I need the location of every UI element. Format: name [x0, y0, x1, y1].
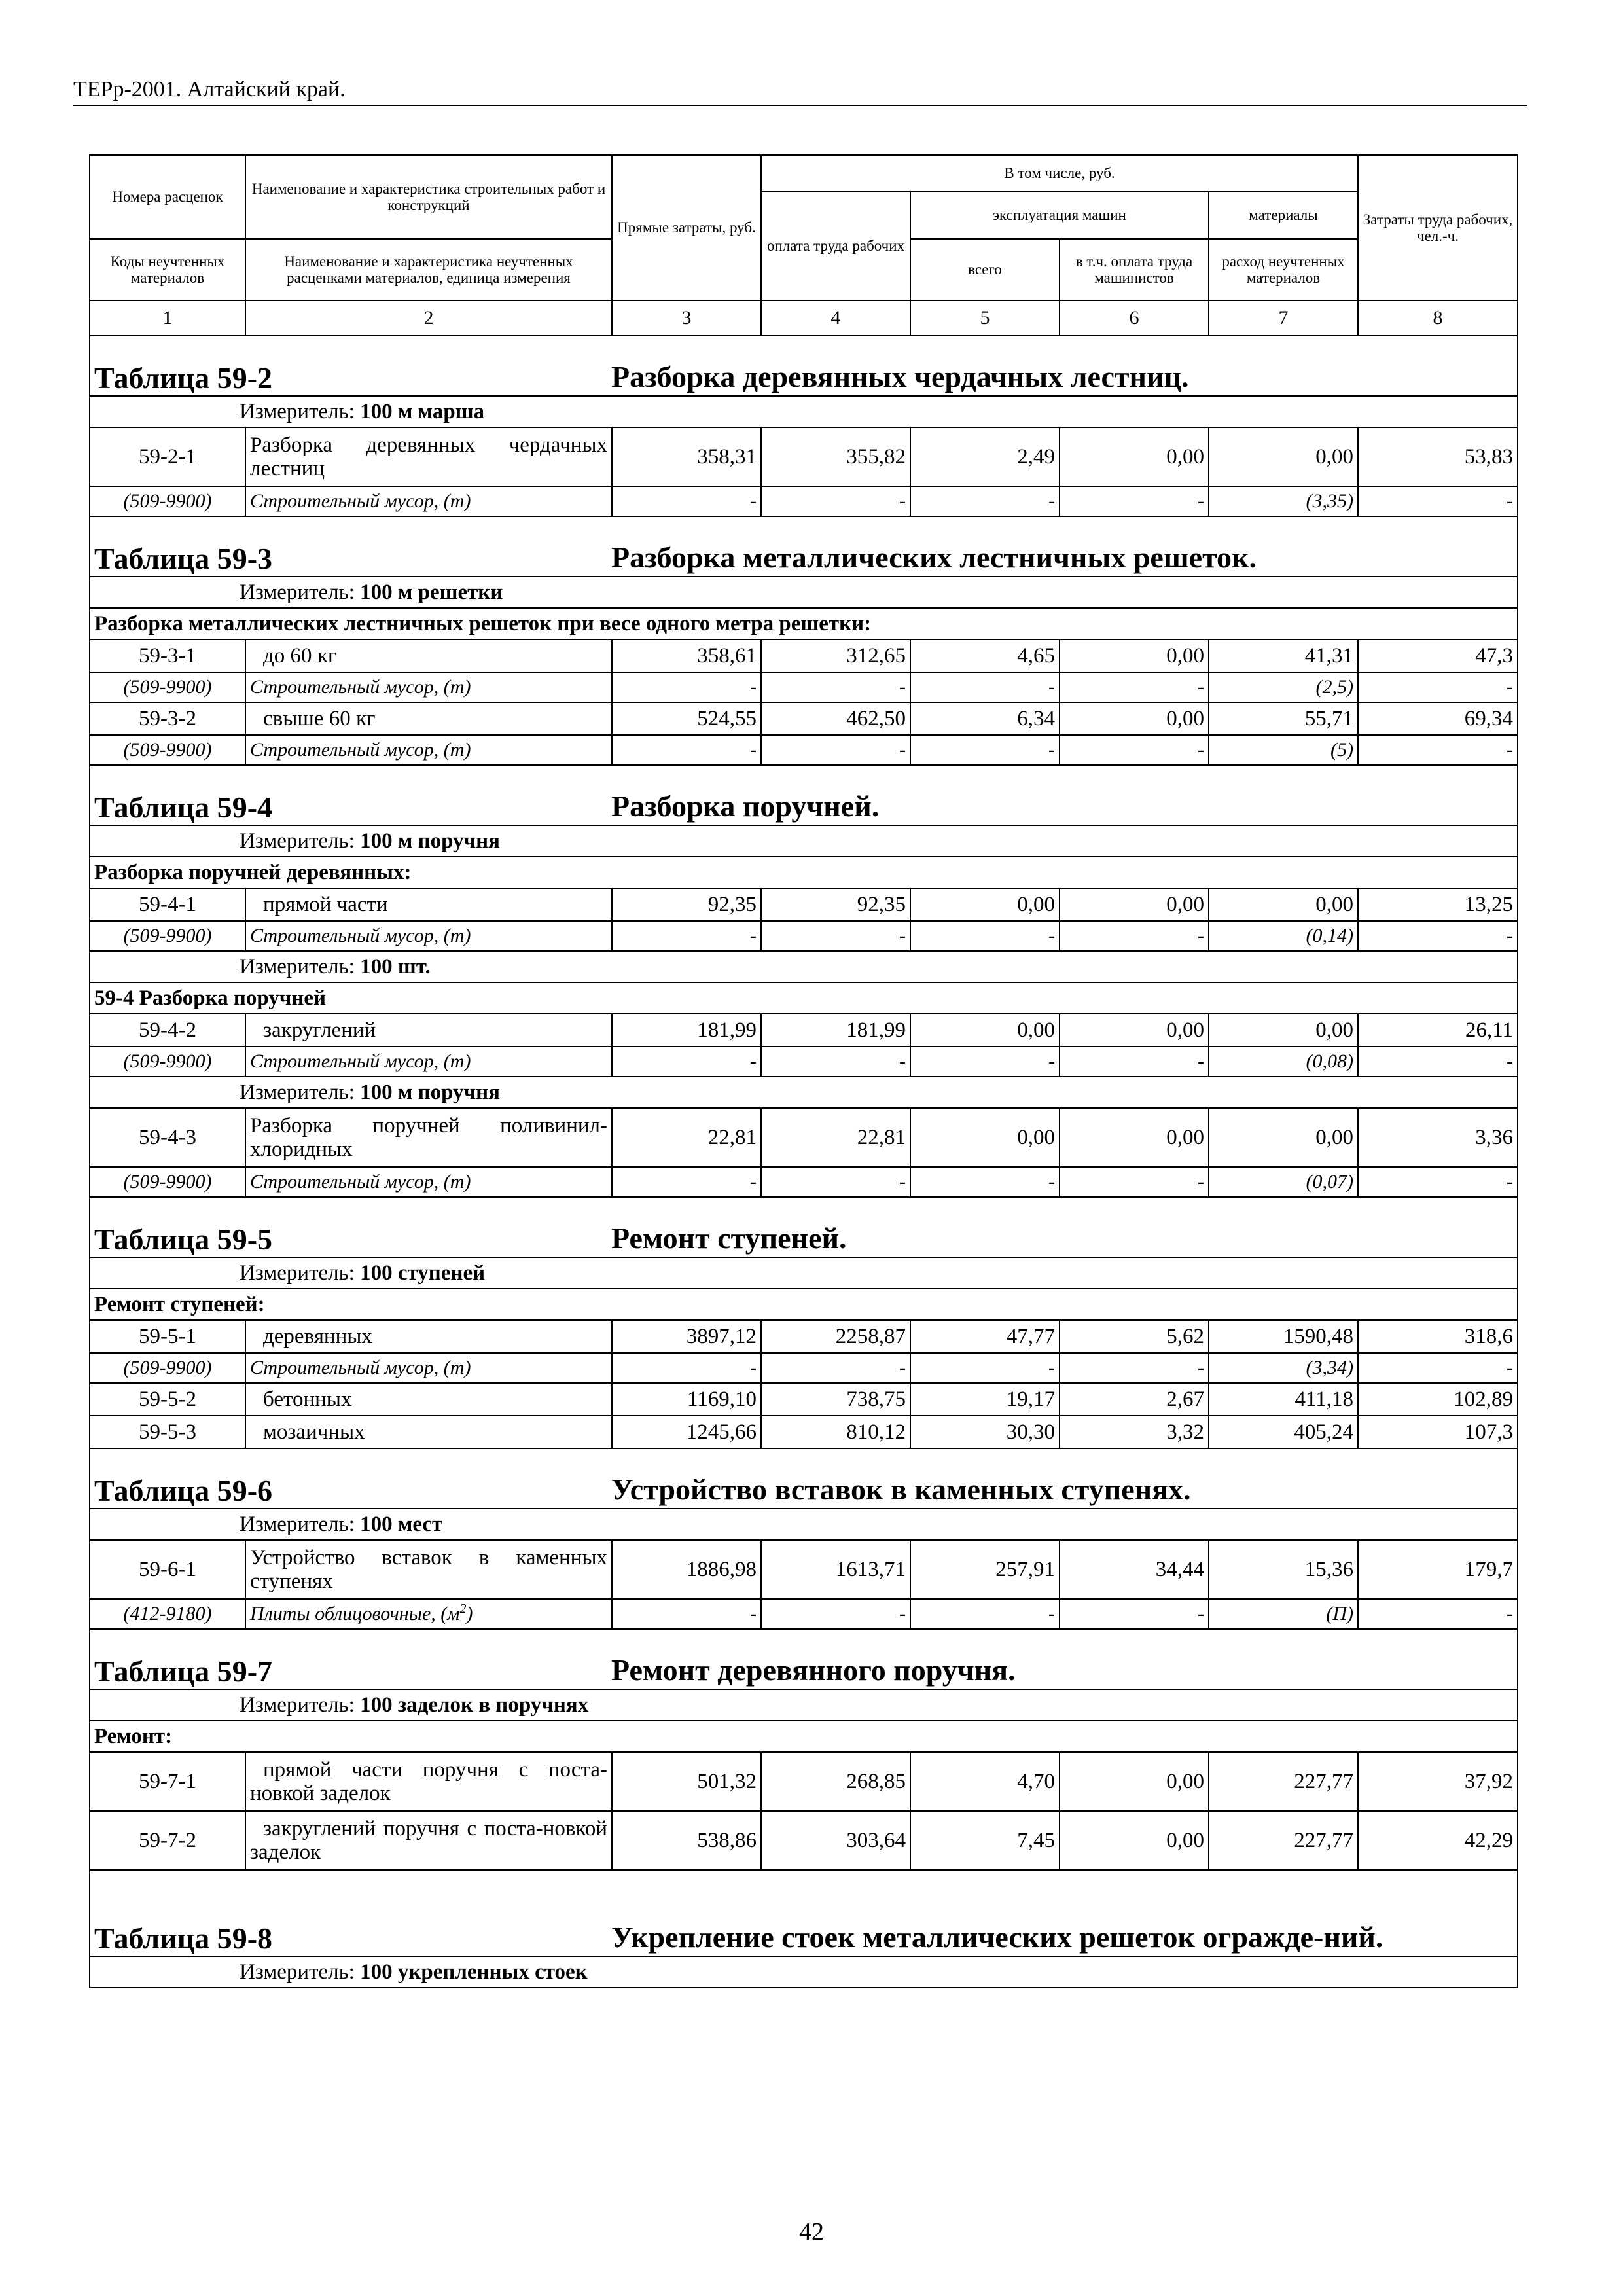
- labor-costs: -: [1358, 1047, 1518, 1077]
- material-consumption: (3,34): [1209, 1353, 1358, 1383]
- worker-pay: -: [761, 1353, 910, 1383]
- section-number: Таблица 59-5: [94, 1223, 273, 1256]
- measure-label: Измеритель:: [240, 954, 355, 978]
- rate-code: 59-5-3: [90, 1416, 245, 1448]
- worker-pay: 92,35: [761, 888, 910, 921]
- column-number: 6: [1060, 300, 1209, 336]
- labor-costs: -: [1358, 735, 1518, 765]
- worker-pay: 462,50: [761, 702, 910, 735]
- header-material-codes: Коды неучтенных материалов: [90, 239, 245, 300]
- section-name: Разборка металлических лестничных решеток.: [611, 541, 1257, 574]
- section-number: Таблица 59-8: [94, 1922, 273, 1955]
- material-name: Строительный мусор, (т): [245, 921, 612, 951]
- rate-name: до 60 кг: [263, 643, 337, 668]
- labor-costs: 13,25: [1358, 888, 1518, 921]
- measure-label: Измеритель:: [240, 1512, 355, 1536]
- rate-name: закруглений: [263, 1018, 376, 1042]
- table-row: [90, 1752, 1518, 1811]
- header-rule: [73, 105, 1527, 106]
- worker-pay: 1613,71: [761, 1540, 910, 1599]
- machines-total: -: [910, 1047, 1060, 1077]
- materials: 41,31: [1209, 639, 1358, 672]
- group-title: Разборка поручней деревянных:: [90, 857, 1518, 888]
- rate-code: 59-3-2: [90, 702, 245, 735]
- worker-pay: -: [761, 672, 910, 702]
- group-row: [90, 982, 1518, 1014]
- material-consumption: (3,35): [1209, 486, 1358, 516]
- header-work-name: Наименование и характеристика строительных работ и конструкций: [245, 155, 612, 239]
- direct-costs: 1245,66: [612, 1416, 761, 1448]
- section-name: Устройство вставок в каменных ступенях.: [611, 1473, 1191, 1506]
- labor-costs: 37,92: [1358, 1752, 1518, 1811]
- section-number: Таблица 59-3: [94, 542, 273, 575]
- column-number: 5: [910, 300, 1060, 336]
- machines-total: -: [910, 1599, 1060, 1629]
- machines-total: 7,45: [910, 1811, 1060, 1870]
- column-number: 7: [1209, 300, 1358, 336]
- section-title-row: [90, 1197, 1518, 1257]
- column-number: 8: [1358, 300, 1518, 336]
- machinist-pay: 3,32: [1060, 1416, 1209, 1448]
- material-name-text: Плиты облицовочные, (м: [250, 1603, 460, 1624]
- machines-total: 47,77: [910, 1320, 1060, 1353]
- measure-row: [90, 1689, 1518, 1721]
- material-consumption: (0,08): [1209, 1047, 1358, 1077]
- worker-pay: 312,65: [761, 639, 910, 672]
- table-row: [90, 702, 1518, 735]
- machinist-pay: 0,00: [1060, 1752, 1209, 1811]
- direct-costs: 3897,12: [612, 1320, 761, 1353]
- materials: 411,18: [1209, 1383, 1358, 1416]
- materials: 1590,48: [1209, 1320, 1358, 1353]
- machinist-pay: 0,00: [1060, 1108, 1209, 1167]
- labor-costs: 3,36: [1358, 1108, 1518, 1167]
- rate-code: 59-7-2: [90, 1811, 245, 1870]
- labor-costs: 318,6: [1358, 1320, 1518, 1353]
- measure-row: [90, 396, 1518, 427]
- direct-costs: -: [612, 486, 761, 516]
- material-row: [90, 735, 1518, 765]
- machinist-pay: 0,00: [1060, 1811, 1209, 1870]
- materials: 0,00: [1209, 1108, 1358, 1167]
- header-materials: материалы: [1209, 192, 1358, 239]
- table-row: [90, 639, 1518, 672]
- worker-pay: 355,82: [761, 427, 910, 486]
- machinist-pay: 0,00: [1060, 639, 1209, 672]
- table-row: [90, 1108, 1518, 1167]
- measure-label: Измеритель:: [240, 1960, 355, 1984]
- worker-pay: -: [761, 1167, 910, 1197]
- measure-value: 100 м поручня: [360, 1080, 500, 1104]
- rate-code: 59-3-1: [90, 639, 245, 672]
- header-material-names: Наименование и характеристика неучтенных расценками материалов, единица измерения: [245, 239, 612, 300]
- measure-value: 100 м поручня: [360, 829, 500, 853]
- machinist-pay: -: [1060, 1047, 1209, 1077]
- machinist-pay: -: [1060, 486, 1209, 516]
- material-code: (509-9900): [90, 1047, 245, 1077]
- rates-table: [89, 154, 1518, 1988]
- labor-costs: 69,34: [1358, 702, 1518, 735]
- measure-value: 100 шт.: [360, 954, 431, 978]
- machinist-pay: -: [1060, 921, 1209, 951]
- labor-costs: -: [1358, 1353, 1518, 1383]
- material-row: [90, 1047, 1518, 1077]
- machines-total: 0,00: [910, 888, 1060, 921]
- rate-name: закруглений поручня с поста-новкой заделок: [245, 1811, 612, 1870]
- labor-costs: -: [1358, 921, 1518, 951]
- material-code: (509-9900): [90, 1353, 245, 1383]
- measure-row: [90, 951, 1518, 982]
- machinist-pay: -: [1060, 1599, 1209, 1629]
- material-code: (509-9900): [90, 486, 245, 516]
- worker-pay: 181,99: [761, 1014, 910, 1047]
- rate-code: 59-6-1: [90, 1540, 245, 1599]
- page-number: 42: [799, 2218, 824, 2246]
- material-consumption: (5): [1209, 735, 1358, 765]
- table-row: [90, 1320, 1518, 1353]
- machines-total: 0,00: [910, 1108, 1060, 1167]
- material-name-end: ): [466, 1603, 473, 1624]
- machinist-pay: -: [1060, 672, 1209, 702]
- table-header-row: [90, 155, 1518, 192]
- labor-costs: 42,29: [1358, 1811, 1518, 1870]
- material-consumption: (0,14): [1209, 921, 1358, 951]
- machines-total: 2,49: [910, 427, 1060, 486]
- machines-total: 4,70: [910, 1752, 1060, 1811]
- measure-row: [90, 577, 1518, 608]
- machinist-pay: -: [1060, 735, 1209, 765]
- measure-row: [90, 1956, 1518, 1988]
- measure-value: 100 м марша: [360, 399, 485, 423]
- material-consumption: (0,07): [1209, 1167, 1358, 1197]
- material-code: (509-9900): [90, 735, 245, 765]
- rate-code: 59-4-3: [90, 1108, 245, 1167]
- direct-costs: 524,55: [612, 702, 761, 735]
- machinist-pay: 34,44: [1060, 1540, 1209, 1599]
- section-title-row: [90, 1629, 1518, 1689]
- material-row: [90, 1353, 1518, 1383]
- measure-label: Измеритель:: [240, 1080, 355, 1104]
- header-labor-costs: Затраты труда рабочих, чел.-ч.: [1358, 155, 1518, 300]
- measure-label: Измеритель:: [240, 580, 355, 604]
- machinist-pay: -: [1060, 1353, 1209, 1383]
- material-code: (412-9180): [90, 1599, 245, 1629]
- direct-costs: 358,31: [612, 427, 761, 486]
- direct-costs: 22,81: [612, 1108, 761, 1167]
- direct-costs: 1886,98: [612, 1540, 761, 1599]
- header-in-total: В том числе, руб.: [761, 155, 1358, 192]
- labor-costs: 26,11: [1358, 1014, 1518, 1047]
- material-name: Строительный мусор, (т): [245, 486, 612, 516]
- section-number: Таблица 59-6: [94, 1474, 273, 1507]
- machinist-pay: 0,00: [1060, 1014, 1209, 1047]
- direct-costs: -: [612, 921, 761, 951]
- rate-code: 59-5-1: [90, 1320, 245, 1353]
- direct-costs: -: [612, 1047, 761, 1077]
- column-number: 3: [612, 300, 761, 336]
- material-code: (509-9900): [90, 1167, 245, 1197]
- materials: 0,00: [1209, 888, 1358, 921]
- header-rate-numbers: Номера расценок: [90, 155, 245, 239]
- group-row: [90, 1289, 1518, 1320]
- machines-total: 6,34: [910, 702, 1060, 735]
- labor-costs: 179,7: [1358, 1540, 1518, 1599]
- rate-name: деревянных: [263, 1324, 372, 1348]
- rate-code: 59-7-1: [90, 1752, 245, 1811]
- material-name: Строительный мусор, (т): [245, 1047, 612, 1077]
- material-name: [245, 1599, 612, 1629]
- worker-pay: 738,75: [761, 1383, 910, 1416]
- material-name: Строительный мусор, (т): [245, 1167, 612, 1197]
- section-title-row: [90, 336, 1518, 396]
- measure-value: 100 ступеней: [360, 1261, 486, 1285]
- unit-exponent: 2: [459, 1602, 467, 1616]
- measure-label: Измеритель:: [240, 1693, 355, 1717]
- section-number: Таблица 59-7: [94, 1655, 273, 1688]
- measure-row: [90, 1077, 1518, 1108]
- machinist-pay: 5,62: [1060, 1320, 1209, 1353]
- material-row: [90, 672, 1518, 702]
- labor-costs: -: [1358, 1599, 1518, 1629]
- table-row: [90, 1811, 1518, 1870]
- rate-code: 59-2-1: [90, 427, 245, 486]
- measure-value: 100 укрепленных стоек: [360, 1960, 588, 1984]
- rate-code: 59-5-2: [90, 1383, 245, 1416]
- section-name: Разборка поручней.: [611, 789, 880, 823]
- material-row: [90, 1599, 1518, 1629]
- group-row: [90, 857, 1518, 888]
- machinist-pay: 2,67: [1060, 1383, 1209, 1416]
- worker-pay: 2258,87: [761, 1320, 910, 1353]
- materials: 0,00: [1209, 1014, 1358, 1047]
- machines-total: -: [910, 486, 1060, 516]
- worker-pay: -: [761, 735, 910, 765]
- direct-costs: -: [612, 1167, 761, 1197]
- section-number: Таблица 59-4: [94, 791, 273, 824]
- material-name: Строительный мусор, (т): [245, 735, 612, 765]
- direct-costs: 1169,10: [612, 1383, 761, 1416]
- table-row: [90, 888, 1518, 921]
- section-title-row: [90, 516, 1518, 577]
- measure-row: [90, 825, 1518, 857]
- worker-pay: 810,12: [761, 1416, 910, 1448]
- materials: 15,36: [1209, 1540, 1358, 1599]
- section-name: Укрепление стоек металлических решеток огражде-ний.: [611, 1920, 1383, 1954]
- header-machines-total: всего: [910, 239, 1060, 300]
- worker-pay: 303,64: [761, 1811, 910, 1870]
- materials: 405,24: [1209, 1416, 1358, 1448]
- worker-pay: -: [761, 1047, 910, 1077]
- material-row: [90, 1167, 1518, 1197]
- measure-value: 100 м решетки: [360, 580, 503, 604]
- rate-name: прямой части поручня с поста-новкой заделок: [245, 1752, 612, 1811]
- materials: 55,71: [1209, 702, 1358, 735]
- worker-pay: -: [761, 1599, 910, 1629]
- machines-total: 4,65: [910, 639, 1060, 672]
- material-name: Строительный мусор, (т): [245, 672, 612, 702]
- rate-name: свыше 60 кг: [263, 706, 376, 730]
- machines-total: -: [910, 921, 1060, 951]
- machinist-pay: 0,00: [1060, 427, 1209, 486]
- direct-costs: -: [612, 1353, 761, 1383]
- worker-pay: 268,85: [761, 1752, 910, 1811]
- rate-name: мозаичных: [263, 1420, 365, 1444]
- labor-costs: 53,83: [1358, 427, 1518, 486]
- group-title: Разборка металлических лестничных решеток при весе одного метра решетки:: [90, 608, 1518, 639]
- header-machines: эксплуатация машин: [910, 192, 1209, 239]
- measure-value: 100 мест: [360, 1512, 443, 1536]
- column-number: 4: [761, 300, 910, 336]
- header-material-consumption: расход неучтенных материалов: [1209, 239, 1358, 300]
- material-name: Строительный мусор, (т): [245, 1353, 612, 1383]
- header-worker-pay: оплата труда рабочих: [761, 192, 910, 300]
- group-title: 59-4 Разборка поручней: [90, 982, 1518, 1014]
- group-row: [90, 1721, 1518, 1752]
- direct-costs: 501,32: [612, 1752, 761, 1811]
- rate-name: прямой части: [263, 892, 388, 916]
- direct-costs: 358,61: [612, 639, 761, 672]
- rate-name: Устройство вставок в каменных ступенях: [245, 1540, 612, 1599]
- machines-total: -: [910, 672, 1060, 702]
- column-numbers-row: [90, 300, 1518, 336]
- direct-costs: 181,99: [612, 1014, 761, 1047]
- machines-total: 0,00: [910, 1014, 1060, 1047]
- labor-costs: 102,89: [1358, 1383, 1518, 1416]
- measure-row: [90, 1509, 1518, 1540]
- machinist-pay: -: [1060, 1167, 1209, 1197]
- material-consumption: (2,5): [1209, 672, 1358, 702]
- measure-value: 100 заделок в поручнях: [360, 1693, 589, 1717]
- materials: 227,77: [1209, 1811, 1358, 1870]
- labor-costs: -: [1358, 1167, 1518, 1197]
- column-number: 2: [245, 300, 612, 336]
- materials: 0,00: [1209, 427, 1358, 486]
- section-name: Ремонт деревянного поручня.: [611, 1653, 1016, 1687]
- group-row: [90, 608, 1518, 639]
- table-row: [90, 427, 1518, 486]
- measure-row: [90, 1257, 1518, 1289]
- header-machinist-pay: в т.ч. оплата труда машинистов: [1060, 239, 1209, 300]
- direct-costs: -: [612, 672, 761, 702]
- direct-costs: 538,86: [612, 1811, 761, 1870]
- worker-pay: -: [761, 921, 910, 951]
- machinist-pay: 0,00: [1060, 888, 1209, 921]
- machines-total: -: [910, 1353, 1060, 1383]
- labor-costs: 107,3: [1358, 1416, 1518, 1448]
- section-title-row: [90, 765, 1518, 825]
- section-number: Таблица 59-2: [94, 361, 273, 395]
- material-code: (509-9900): [90, 672, 245, 702]
- direct-costs: 92,35: [612, 888, 761, 921]
- rate-name: Разборка поручней поливинил-хлоридных: [245, 1108, 612, 1167]
- labor-costs: 47,3: [1358, 639, 1518, 672]
- group-title: Ремонт ступеней:: [90, 1289, 1518, 1320]
- material-row: [90, 486, 1518, 516]
- material-consumption: (П): [1209, 1599, 1358, 1629]
- worker-pay: 22,81: [761, 1108, 910, 1167]
- running-header: ТЕРр-2001. Алтайский край.: [73, 77, 346, 101]
- direct-costs: -: [612, 1599, 761, 1629]
- material-row: [90, 921, 1518, 951]
- rate-code: 59-4-1: [90, 888, 245, 921]
- section-name: Ремонт ступеней.: [611, 1221, 847, 1255]
- machines-total: 19,17: [910, 1383, 1060, 1416]
- table-row: [90, 1416, 1518, 1448]
- column-number: 1: [90, 300, 245, 336]
- measure-label: Измеритель:: [240, 1261, 355, 1285]
- labor-costs: -: [1358, 486, 1518, 516]
- header-direct-costs: Прямые затраты, руб.: [612, 155, 761, 300]
- table-row: [90, 1014, 1518, 1047]
- measure-label: Измеритель:: [240, 829, 355, 853]
- group-title: Ремонт:: [90, 1721, 1518, 1752]
- section-name: Разборка деревянных чердачных лестниц.: [611, 360, 1189, 393]
- table-row: [90, 1540, 1518, 1599]
- machines-total: -: [910, 735, 1060, 765]
- machines-total: 257,91: [910, 1540, 1060, 1599]
- rate-code: 59-4-2: [90, 1014, 245, 1047]
- section-title-row: [90, 1870, 1518, 1956]
- machines-total: -: [910, 1167, 1060, 1197]
- direct-costs: -: [612, 735, 761, 765]
- rate-name: бетонных: [263, 1387, 352, 1411]
- section-title-row: [90, 1448, 1518, 1509]
- table-row: [90, 1383, 1518, 1416]
- machines-total: 30,30: [910, 1416, 1060, 1448]
- labor-costs: -: [1358, 672, 1518, 702]
- machinist-pay: 0,00: [1060, 702, 1209, 735]
- material-code: (509-9900): [90, 921, 245, 951]
- measure-label: Измеритель:: [240, 399, 355, 423]
- materials: 227,77: [1209, 1752, 1358, 1811]
- rate-name: Разборка деревянных чердачных лестниц: [245, 427, 612, 486]
- worker-pay: -: [761, 486, 910, 516]
